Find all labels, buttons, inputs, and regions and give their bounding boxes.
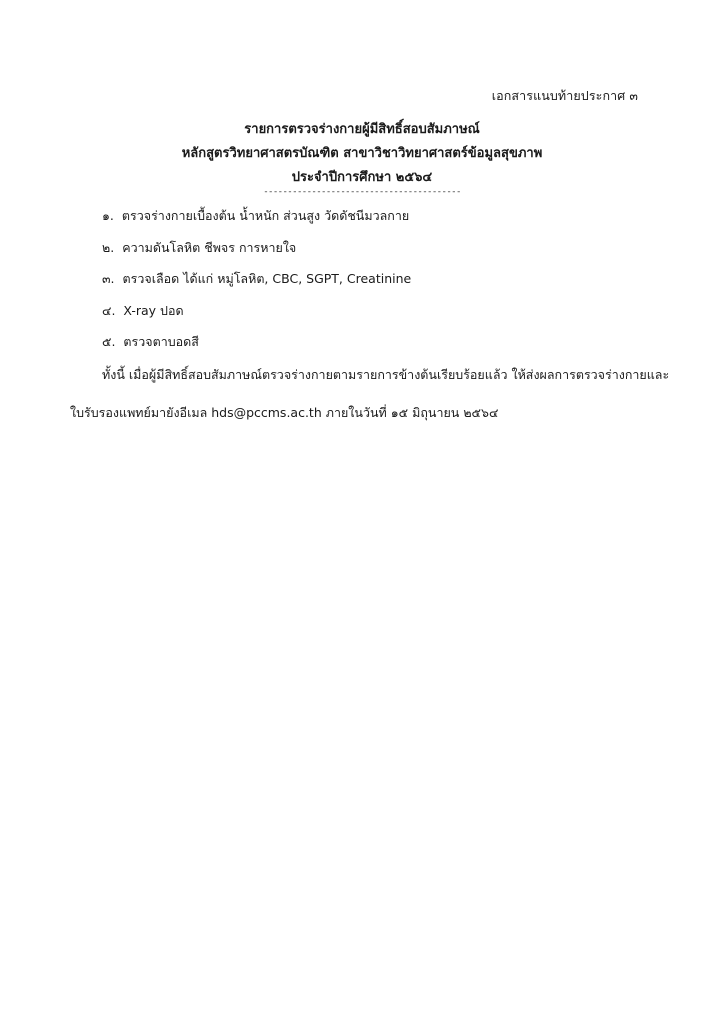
item-text: ตรวจร่างกายเบื้องต้น น้ำหนัก ส่วนสูง วัดดัชนีมวลกาย [121,208,410,223]
title-line-2: หลักสูตรวิทยาศาสตรบัณฑิต สาขาวิชาวิทยาศาสตร์ข้อมูลสุขภาพ [181,146,543,161]
exam-items-list [102,200,411,358]
item-number: ๓. [102,271,115,286]
item-number: ๑. [102,208,114,223]
title-separator: ----------------------------------------- [263,187,461,197]
item-text: ตรวจเลือด ได้แก่ หมู่โลหิต, CBC, SGPT, Creatinine [122,271,412,286]
attachment-note: เอกสารแนบท้ายประกาศ ๓ [491,88,638,103]
paragraph-line-2: ใบรับรองแพทย์มายังอีเมล hds@pccms.ac.th ภายในวันที่ ๑๕ มิถุนายน ๒๕๖๔ [70,405,499,420]
title-block [0,118,724,199]
item-text: X-ray ปอด [123,302,184,318]
item-number: ๔. [102,302,116,318]
list-item-5 [102,326,411,358]
title-line-1: รายการตรวจร่างกายผู้มีสิทธิ์สอบสัมภาษณ์ [244,122,480,137]
list-item-3 [102,263,411,295]
list-item-4 [102,295,411,327]
item-number: ๒. [102,239,115,255]
paragraph-line-1: ทั้งนี้ เมื่อผู้มีสิทธิ์สอบสัมภาษณ์ตรวจร่างกายตามรายการข้างต้นเรียบร้อยแล้ว ให้ส่งผลการตรวจร่างกายและ [102,367,670,382]
list-item-2 [102,232,411,264]
title-line-3: ประจำปีการศึกษา ๒๕๖๔ [291,170,433,185]
item-number: ๕. [102,334,116,349]
submission-paragraph [70,356,670,432]
item-text: ความดันโลหิต ชีพจร การหายใจ [122,239,297,255]
list-item-1 [102,200,411,232]
item-text: ตรวจตาบอดสี [123,334,199,349]
